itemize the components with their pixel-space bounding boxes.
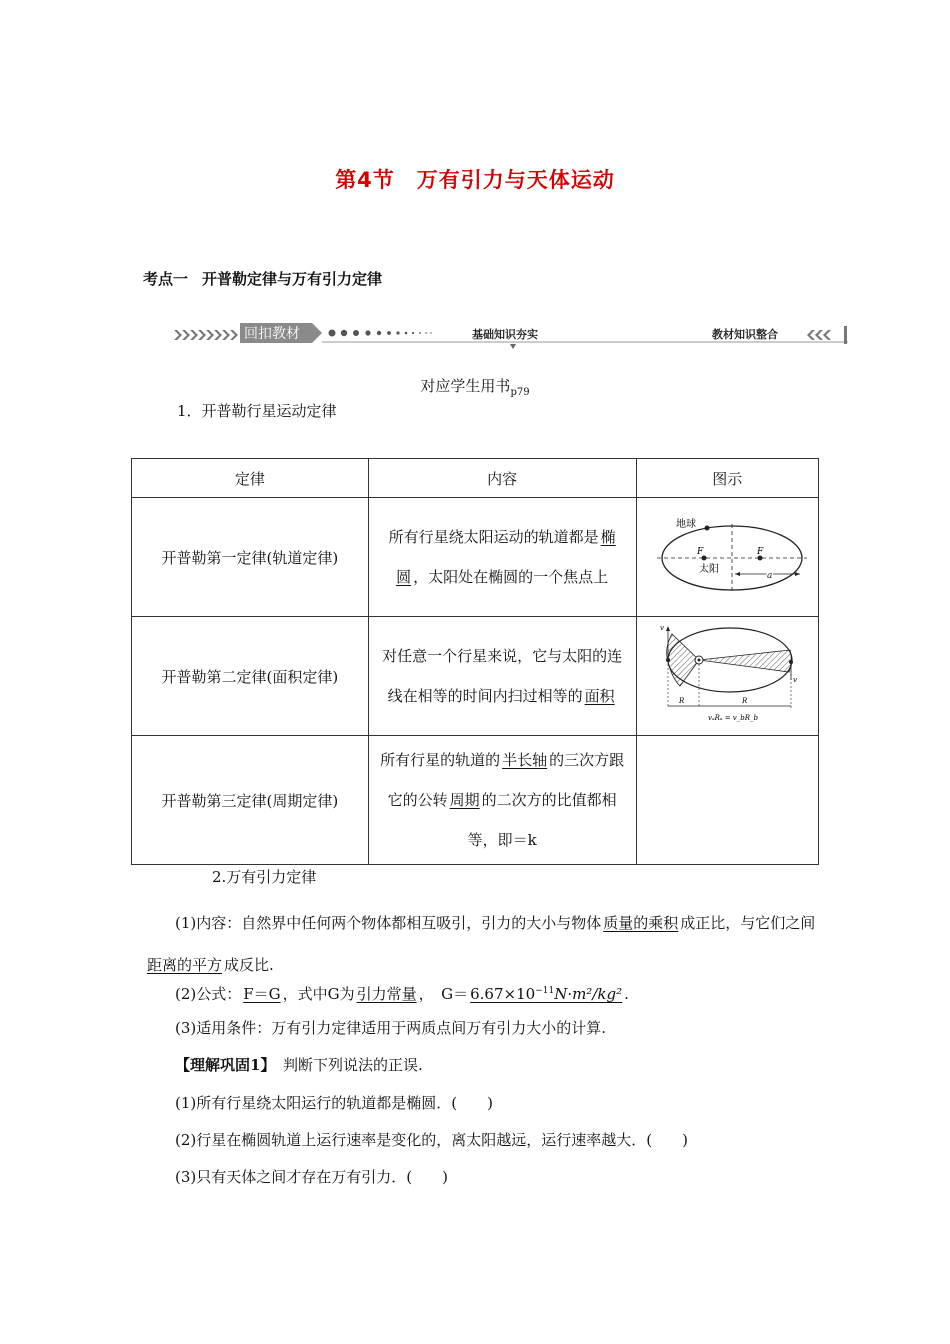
table-row [132,498,819,617]
banner-right-text: 教材知识整合 [712,328,778,341]
review-banner [172,320,848,350]
reference-text: 对应学生用书 [420,377,511,395]
table-row [132,617,819,736]
paragraph-formula: (2)公式： F＝G ，式中G为 引力常量 ， $G= 6.67\times 10^{-11}N\cdot m^2$/kg² . [175,985,629,1003]
answer-blank: 距离的平方 [147,956,223,974]
earth-label: 地球 [676,519,697,530]
page-title: 第4节 万有引力与天体运动 [335,168,615,192]
banner-center-text: 基础知识夯实 [472,328,538,341]
law-name: 开普勒第二定律(面积定律) [132,617,369,736]
answer-blank: F＝G [243,985,281,1003]
semi-axis-label: a [767,571,773,581]
answer-blank: 引力常量 [356,985,417,1003]
reference-page: p79 [510,387,530,398]
exercise-item: (2)行星在椭圆轨道上运行速率是变化的，离太阳越远，运行速率越大．( ) [175,1131,688,1149]
law-content: 所有行星的轨道的 半长轴 的三次方跟它的公转 周期 的二次方的比值都相等，即＝k [368,736,636,865]
law-name: 开普勒第一定律(轨道定律) [132,498,369,617]
exercise-item: (3)只有天体之间才存在万有引力．( ) [175,1168,448,1186]
paragraph-content: (1)内容：自然界中任何两个物体都相互吸引，引力的大小与物体 质量的乘积 成正比，与它们之间距离的平方 成反比. [147,914,816,974]
banner-tag-text: 回扣教材 [244,326,300,342]
section-label: 考点一 [143,270,189,288]
table-header-row [132,459,819,498]
velocity-b-label: v [793,676,798,684]
section-heading [143,268,382,289]
focus-label: F [757,547,764,557]
kepler-laws-table [131,458,819,865]
reference-line [0,375,950,398]
table-header: 内容 [368,459,636,498]
answer-blank: 面积 [584,687,615,705]
heading-kepler-laws: 1．开普勒行星运动定律 [177,402,337,420]
answer-blank: $6.67\times 10^{-11}N\cdot m^2$/kg² [470,985,623,1003]
third-law-figure [636,736,818,865]
exercise-heading: 【理解巩固1】 判断下列说法的正误. [175,1056,423,1074]
table-row [132,736,819,865]
paragraph-conditions: (3)适用条件：万有引力定律适用于两质点间万有引力大小的计算. [175,1019,607,1037]
answer-blank: 质量的乘积 [603,914,679,932]
law-content: 对任意一个行星来说，它与太阳的连线在相等的时间内扫过相等的 面积 [368,617,636,736]
heading-gravitation-law: 2.万有引力定律 [212,868,317,886]
answer-blank: 周期 [449,791,480,809]
table-header: 图示 [636,459,818,498]
exercise-item: (1)所有行星绕太阳运行的轨道都是椭圆．( ) [175,1094,493,1112]
velocity-a-label: v [660,624,665,632]
section-name: 开普勒定律与万有引力定律 [202,270,383,288]
law-content: 所有行星绕太阳运动的轨道都是 椭圆 ，太阳处在椭圆的一个焦点上 [368,498,636,617]
sun-label: 太阳 [699,564,720,575]
law-name: 开普勒第三定律(周期定律) [132,736,369,865]
radius-a-label: R [679,697,685,705]
answer-blank: 椭圆 [396,528,616,586]
radius-b-label: R [742,697,748,705]
first-law-figure [636,498,818,617]
answer-blank: 半长轴 [502,751,548,769]
second-law-figure [636,617,818,736]
second-law-equation: vₐRₐ = v_bR_b [708,714,759,722]
focus-label: F [697,547,704,557]
table-header: 定律 [132,459,369,498]
